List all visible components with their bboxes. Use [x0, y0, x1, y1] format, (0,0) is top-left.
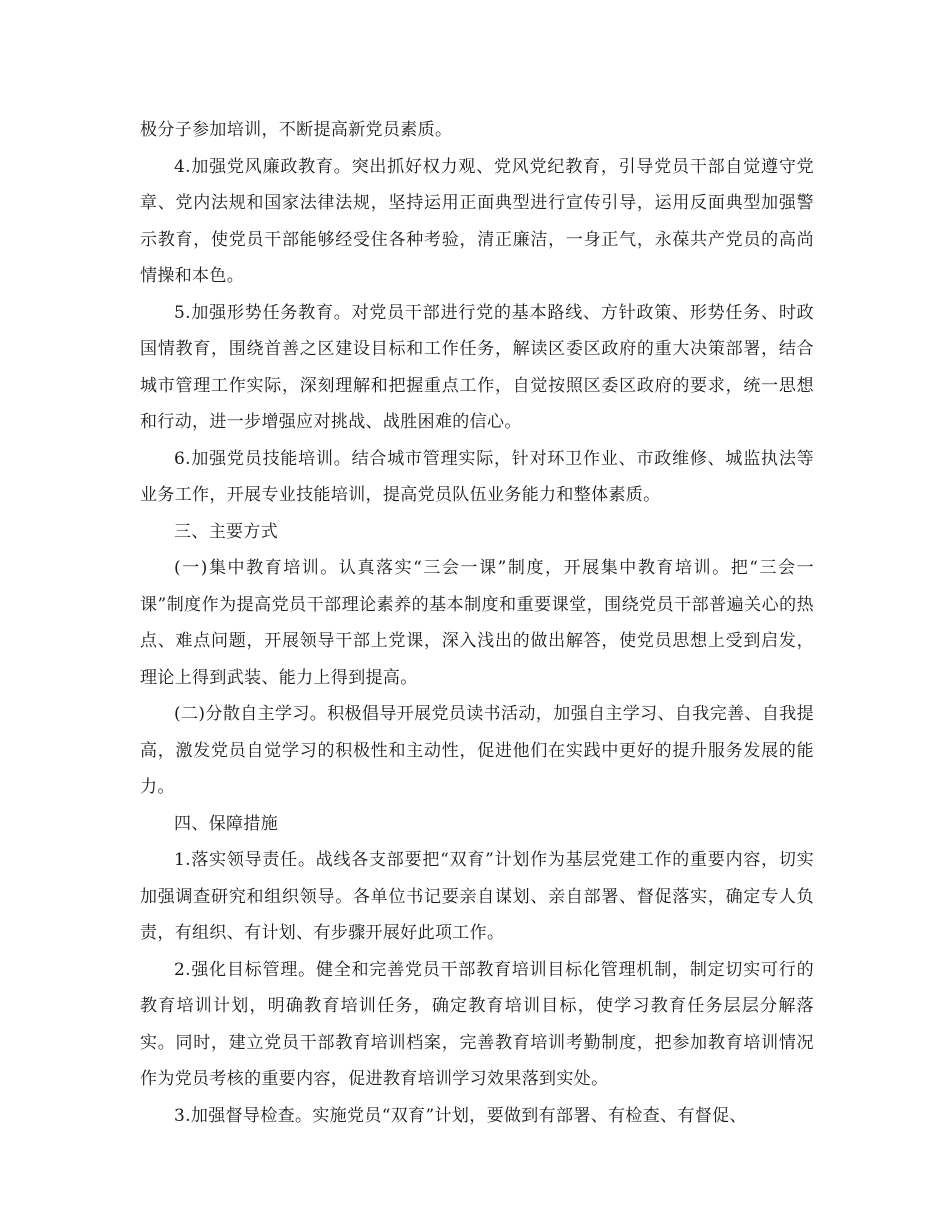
paragraph: 极分子参加培训，不断提高新党员素质。	[140, 120, 453, 140]
section-heading: 四、保障措施	[174, 813, 279, 834]
paragraph: (二)分散自主学习。积极倡导开展党员读书活动，加强自主学习、自我完善、自我提高，激发党员自觉学习的积极性和主动性，促进他们在实践中更好的提升服务发展的能力。	[140, 704, 814, 797]
paragraph: 5.加强形势任务教育。对党员干部进行党的基本路线、方针政策、形势任务、时政国情教育，围绕首善之区建设目标和工作任务，解读区委区政府的重大决策部署，结合城市管理工作实际，深刻理解和把握重点工作，自觉按照区委区政府的要求，统一思想和行动，进一步增强应对挑战、战胜困难的信心。	[140, 302, 814, 432]
paragraph: 6.加强党员技能培训。结合城市管理实际，针对环卫作业、市政维修、城监执法等业务工作，开展专业技能培训，提高党员队伍业务能力和整体素质。	[140, 448, 814, 505]
document-body	[140, 112, 814, 1134]
paragraph: 1.落实领导责任。战线各支部要把“双育”计划作为基层党建工作的重要内容，切实加强调查研究和组织领导。各单位书记要亲自谋划、亲自部署、督促落实，确定专人负责，有组织、有计划、有步骤开展好此项工作。	[140, 850, 814, 943]
paragraph: 3.加强督导检查。实施党员“双育”计划，要做到有部署、有检查、有督促、	[174, 1105, 747, 1126]
paragraph: 2.强化目标管理。健全和完善党员干部教育培训目标化管理机制，制定切实可行的教育培训计划，明确教育培训任务，确定教育培训目标，使学习教育任务层层分解落实。同时，建立党员干部教育培训档案，完善教育培训考勤制度，把参加教育培训情况作为党员考核的重要内容，促进教育培训学习效果落到实处。	[140, 959, 814, 1089]
section-heading: 三、主要方式	[174, 521, 279, 542]
paragraph: (一)集中教育培训。认真落实“三会一课”制度，开展集中教育培训。把“三会一课”制度作为提高党员干部理论素养的基本制度和重要课堂，围绕党员干部普遍关心的热点、难点问题，开展领导干部上党课，深入浅出的做出解答，使党员思想上受到启发，理论上得到武装、能力上得到提高。	[140, 558, 814, 688]
paragraph: 4.加强党风廉政教育。突出抓好权力观、党风党纪教育，引导党员干部自觉遵守党章、党内法规和国家法律法规，坚持运用正面典型进行宣传引导，运用反面典型加强警示教育，使党员干部能够经受住各种考验，清正廉洁，一身正气，永葆共产党员的高尚情操和本色。	[140, 156, 814, 286]
